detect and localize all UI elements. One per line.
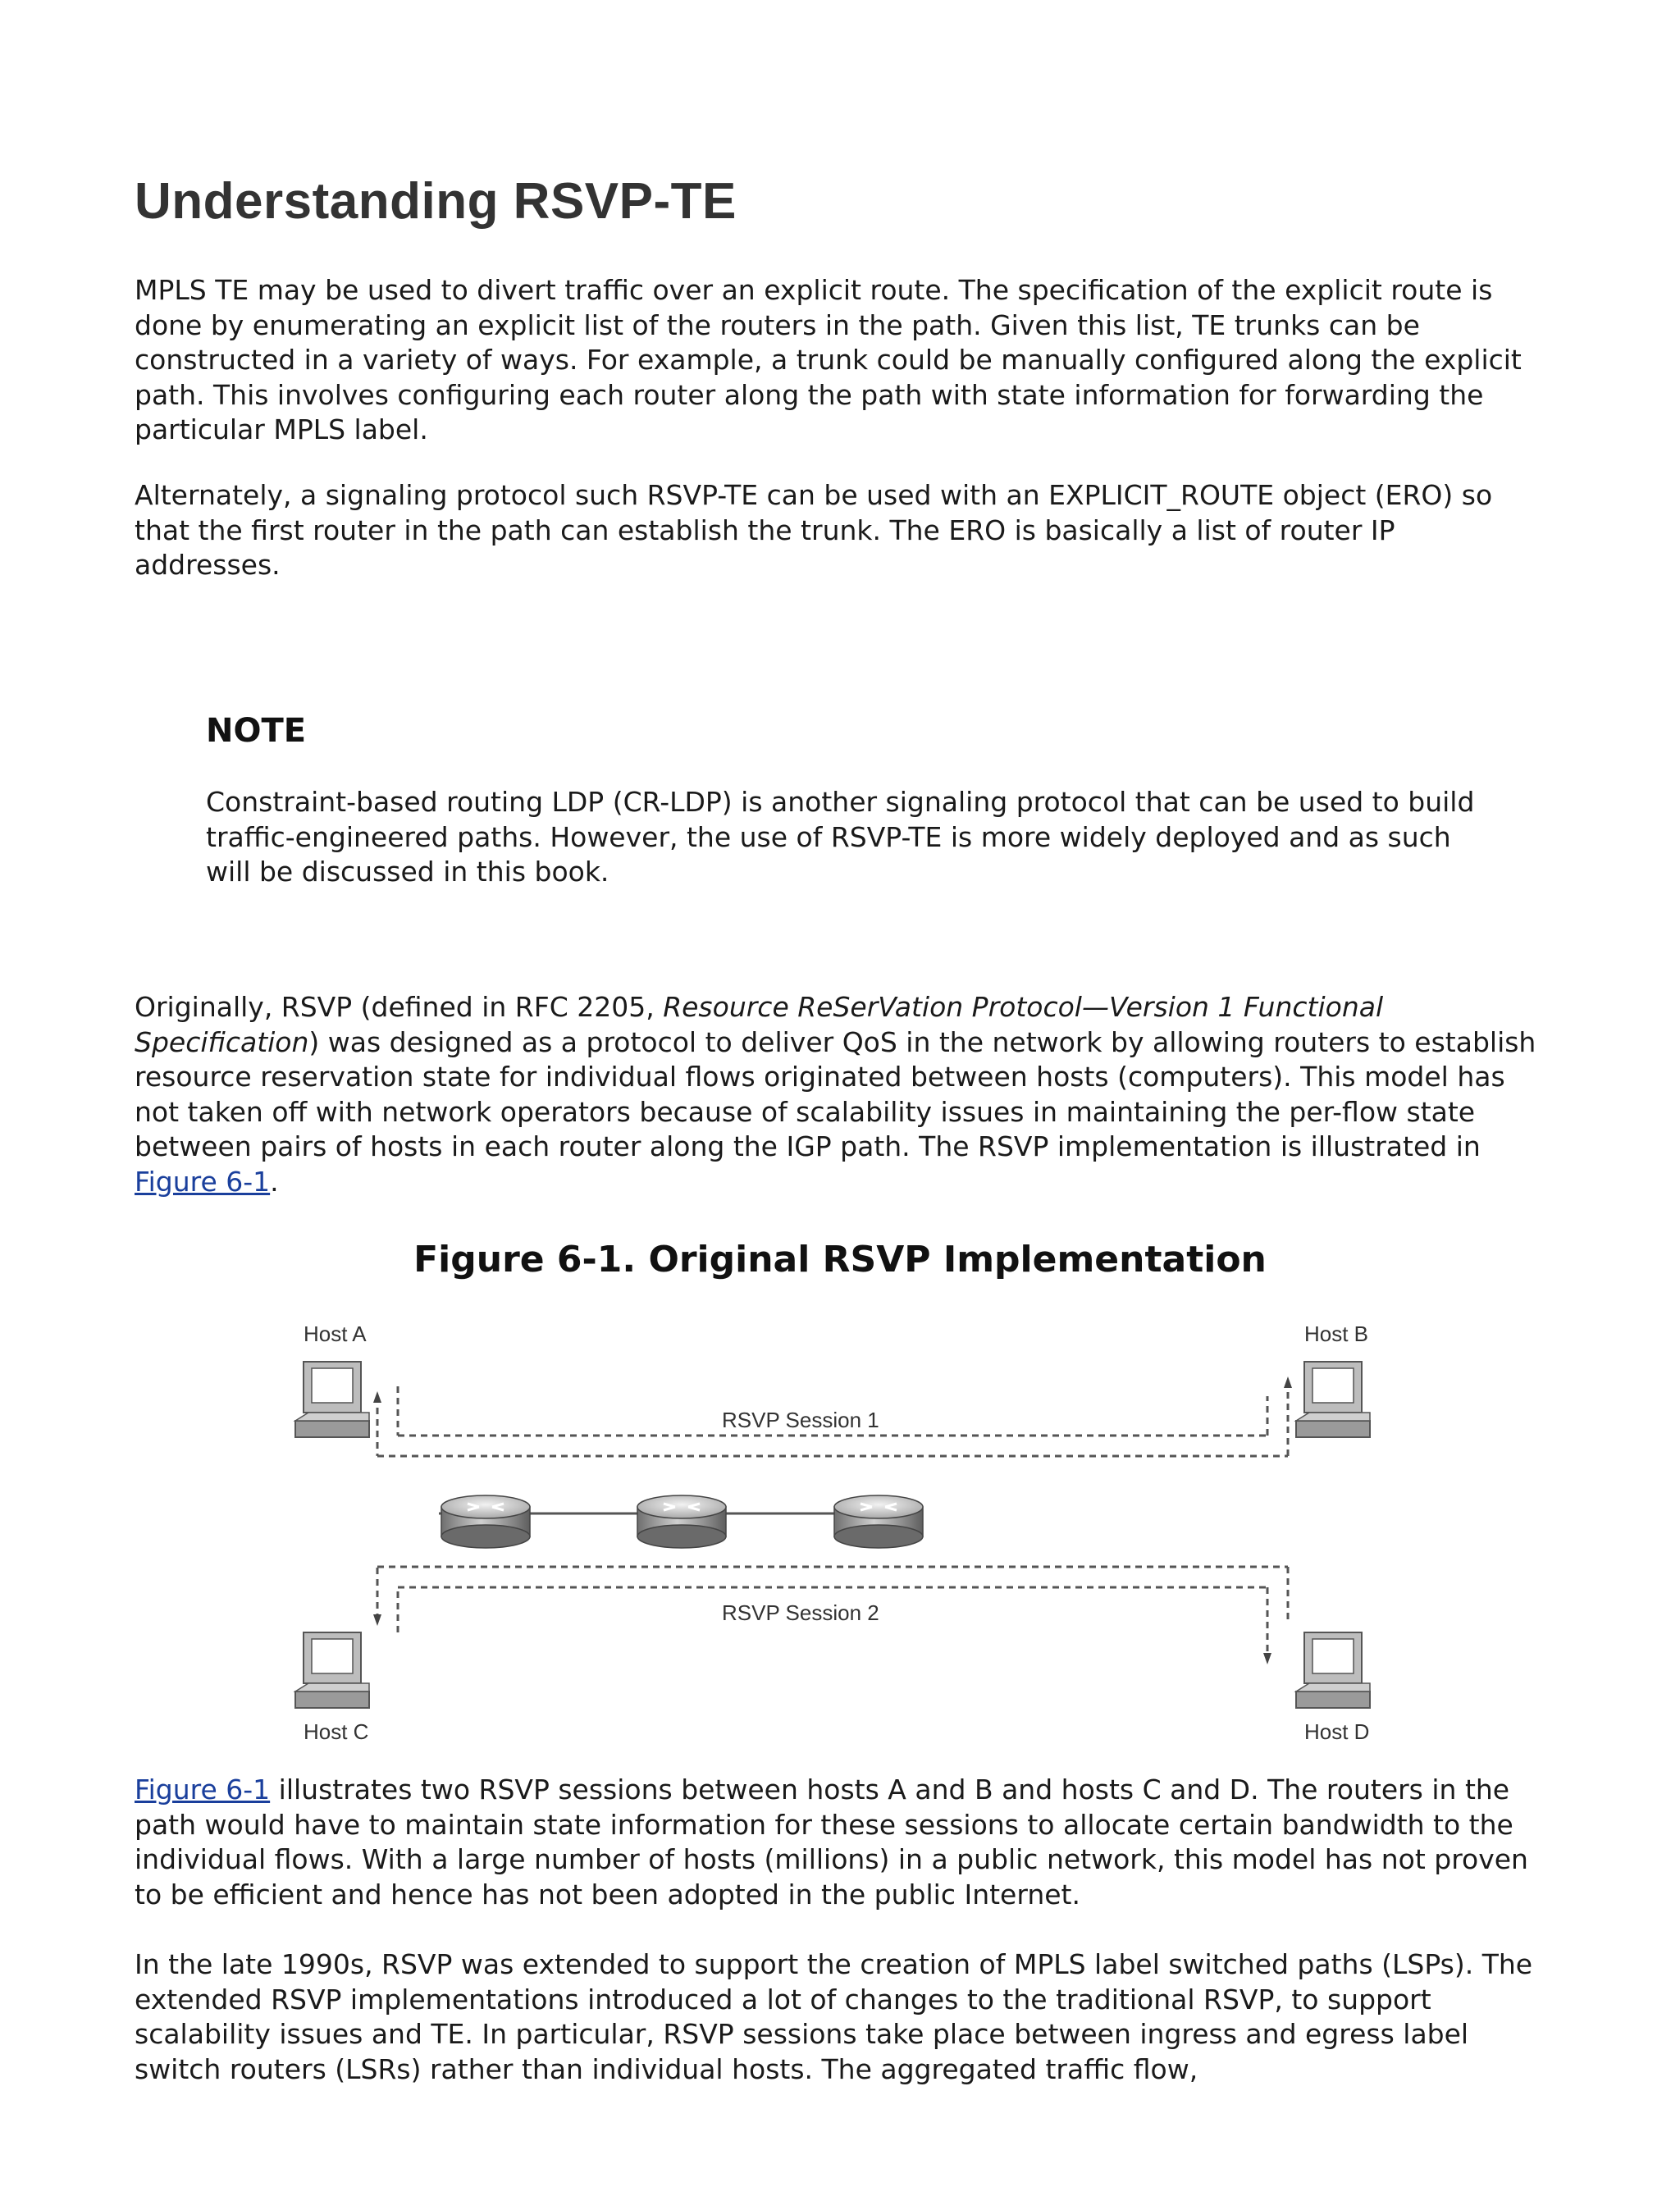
host-d-computer-icon xyxy=(1296,1632,1370,1708)
paragraph-figure-explanation xyxy=(135,1773,1545,1912)
host-a-computer-icon xyxy=(295,1362,369,1437)
session-1-arrow-b xyxy=(1284,1376,1292,1388)
para3-text-2: ) was designed as a protocol to deliver QoS in the network by allowing routers to establish resource reservation state for individual flows originated between hosts (computers). This model has not taken off with network operators because of scalability issues in maintaining the per-flow state between pairs of hosts in each router along the IGP path. The RSVP implementation is illustrated in xyxy=(135,1025,1536,1162)
para4-text: illustrates two RSVP sessions between hosts A and B and hosts C and D. The routers in the path would have to maintain state information for these sessions to allocate certain bandwidth to the individual flows. With a large number of hosts (millions) in a public network, this model has not proven to be efficient and hence has not been adopted in the public Internet. xyxy=(135,1774,1528,1911)
host-a-label: Host A xyxy=(304,1322,367,1346)
rsvp-session-1-label: RSVP Session 1 xyxy=(722,1408,879,1432)
host-c-label: Host C xyxy=(304,1719,369,1744)
rfc-title: Resource ReSerVation Protocol—Version 1 Functional Specification xyxy=(135,991,1384,1058)
note-text: Constraint-based routing LDP (CR-LDP) is another signaling protocol that can be used to build traffic-engineered paths. However, the use of RSVP-TE is more widely deployed and as such will be discussed in this book. xyxy=(206,786,1475,888)
figure-caption: Figure 6-1. Original RSVP Implementation xyxy=(413,1239,1267,1281)
para3-text-3: . xyxy=(270,1165,279,1198)
rsvp-session-2-label: RSVP Session 2 xyxy=(722,1600,879,1625)
router-1-icon xyxy=(441,1495,530,1548)
figure-6-1-link-2[interactable]: Figure 6-1 xyxy=(135,1774,271,1806)
para3-text-1: Originally, RSVP (defined in RFC 2205, xyxy=(135,991,664,1023)
session-2-arrow-d xyxy=(1263,1653,1271,1664)
rsvp-figure xyxy=(279,1304,1411,1755)
paragraph-explicit-route: MPLS TE may be used to divert traffic over an explicit route. The specification of the explicit route is done by enumerating an explicit list of the routers in the path. Given this list, TE trunks can be constructed in a variety of ways. For example, a trunk could be manually configured along the explicit path. This involves configuring each router along the path with state information for forwarding the particular MPLS label. xyxy=(135,274,1522,445)
host-d-label: Host D xyxy=(1304,1719,1370,1744)
host-c-computer-icon xyxy=(295,1632,369,1708)
router-2-icon xyxy=(637,1495,726,1548)
session-1-arrow-a xyxy=(373,1391,381,1403)
session-2-arrow-c xyxy=(373,1614,381,1626)
host-b-label: Host B xyxy=(1304,1322,1369,1346)
figure-6-1-link[interactable]: Figure 6-1 xyxy=(135,1165,271,1198)
paragraph-late-1990s: In the late 1990s, RSVP was extended to support the creation of MPLS label switched paths (LSPs). The extended RSVP implementations introduced a lot of changes to the traditional RSVP, to support scalability issues and TE. In particular, RSVP sessions take place between ingress and egress label switch routers (LSRs) rather than individual hosts. The aggregated traffic flow, xyxy=(135,1948,1533,2085)
paragraph-original-rsvp xyxy=(135,990,1545,1199)
router-3-icon xyxy=(834,1495,923,1548)
page-title: Understanding RSVP-TE xyxy=(135,173,737,230)
host-b-computer-icon xyxy=(1296,1362,1370,1437)
paragraph-ero: Alternately, a signaling protocol such RSVP-TE can be used with an EXPLICIT_ROUTE object (ERO) so that the first router in the path can establish the trunk. The ERO is basically a list of router IP addresses. xyxy=(135,479,1493,581)
note-heading: NOTE xyxy=(206,712,307,750)
